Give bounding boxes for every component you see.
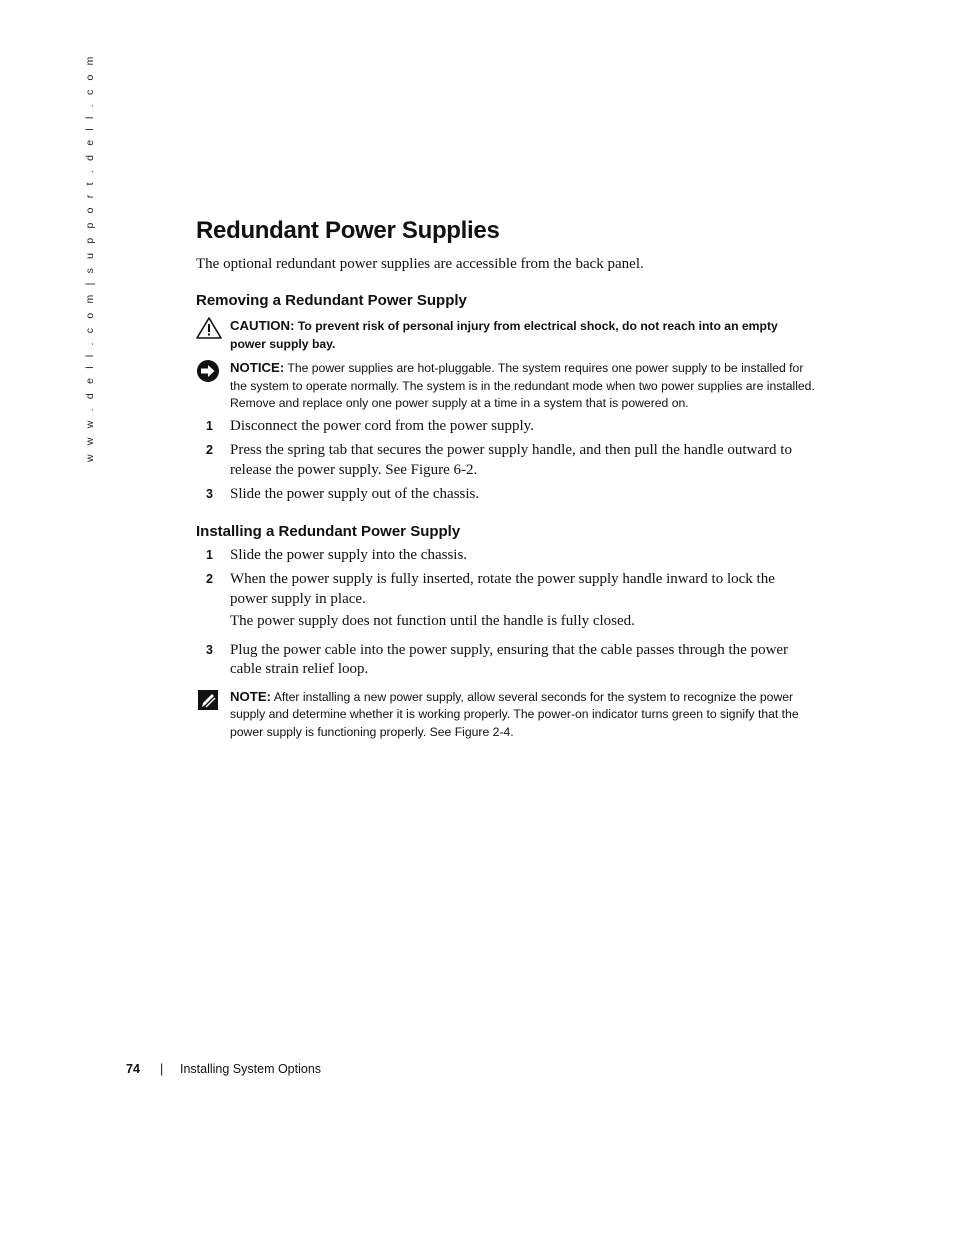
page-footer xyxy=(126,1062,321,1076)
notice-text: The power supplies are hot-pluggable. The system requires one power supply to be installed for the system to operate normally. The system is in the redundant mode when two power supplies are installed. Remove and replace only one power supply at a time in a system that is powered on. xyxy=(230,361,815,410)
step-number: 3 xyxy=(206,642,213,657)
intro-paragraph: The optional redundant power supplies are accessible from the back panel. xyxy=(196,256,644,272)
notice-label: NOTICE: xyxy=(230,360,285,375)
notice-callout xyxy=(196,359,816,413)
note-text: After installing a new power supply, allow several seconds for the system to recognize the power supply and determine whether it is working properly. The power-on indicator turns green to signify that the power supply is functioning properly. See Figure 2-4. xyxy=(230,689,799,739)
step-number: 3 xyxy=(206,487,213,501)
caution-callout xyxy=(196,317,816,353)
note-callout xyxy=(196,688,816,742)
list-item xyxy=(196,546,816,566)
footer-section: Installing System Options xyxy=(180,1062,322,1076)
step-text: When the power supply is fully inserted, rotate the power supply handle inward to lock the power supply in place. xyxy=(230,571,775,607)
step-number: 2 xyxy=(206,572,213,586)
caution-text: To prevent risk of personal injury from electrical shock, do not reach into an empty power supply bay. xyxy=(230,319,778,351)
side-url: w w w . d e l l . c o m | s u p p o r t . d e l l . c o m xyxy=(84,53,96,462)
step-number: 2 xyxy=(206,443,213,457)
installing-steps xyxy=(196,546,816,680)
removing-heading: Removing a Redundant Power Supply xyxy=(196,292,467,309)
list-item xyxy=(196,417,816,437)
note-label: NOTE: xyxy=(230,688,272,704)
step-text: Slide the power supply into the chassis. xyxy=(230,546,468,563)
step-note-paragraph: The power supply does not function until the handle is fully closed. xyxy=(230,613,635,629)
step-text: Disconnect the power cord from the power supply. xyxy=(230,417,534,434)
notice-arrow-icon xyxy=(196,359,220,389)
step-text: Plug the power cable into the power supply, ensuring that the cable passes through the power cable strain relief loop. xyxy=(230,641,789,677)
step-number: 1 xyxy=(206,547,213,562)
page-content xyxy=(196,214,816,741)
step-text: Press the spring tab that secures the power supply handle, and then pull the handle outward to release the power supply. See Figure 6-2. xyxy=(230,442,792,478)
footer-separator: | xyxy=(160,1062,164,1076)
step-text: Slide the power supply out of the chassis. xyxy=(230,486,480,502)
removing-steps xyxy=(196,417,816,505)
installing-heading: Installing a Redundant Power Supply xyxy=(196,522,461,540)
list-item xyxy=(196,641,816,680)
caution-icon xyxy=(196,317,222,345)
list-item xyxy=(196,485,816,505)
list-item xyxy=(196,570,816,632)
page-number: 74 xyxy=(126,1062,140,1076)
list-item xyxy=(196,441,816,480)
note-pencil-icon xyxy=(196,688,220,718)
step-number: 1 xyxy=(206,418,213,433)
caution-label: CAUTION: xyxy=(230,318,295,333)
page-title: Redundant Power Supplies xyxy=(196,217,500,244)
